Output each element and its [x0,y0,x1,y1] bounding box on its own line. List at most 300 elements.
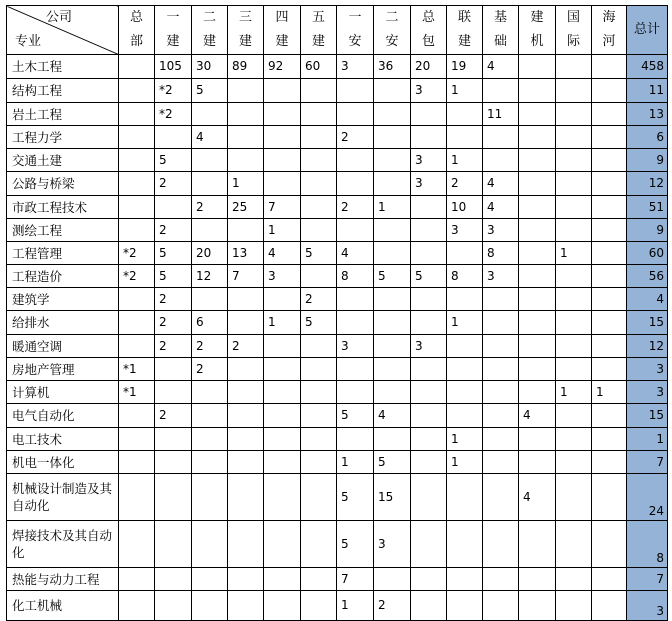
value-cell: 1 [264,311,301,335]
value-cell: 25 [228,196,264,219]
major-name-cell: 测绘工程 [7,219,119,242]
value-cell [411,428,447,451]
value-cell [447,591,483,621]
value-cell [447,381,483,404]
value-cell [374,79,411,103]
column-header [264,6,301,55]
column-header-char: 总 [421,10,435,25]
column-header-char: 河 [602,34,616,49]
value-cell: 4 [192,126,228,149]
value-cell: 1 [374,196,411,219]
column-header-char: 基 [493,10,507,25]
value-cell [556,219,592,242]
value-cell [592,404,627,428]
value-cell [447,335,483,358]
value-cell: 1 [337,451,374,474]
value-cell [519,55,556,79]
value-cell: 3 [337,55,374,79]
value-cell [337,149,374,172]
total-cell: 9 [627,219,668,242]
value-cell [301,521,337,568]
value-cell [483,521,519,568]
value-cell [411,404,447,428]
value-cell: 4 [519,474,556,521]
value-cell: 3 [483,265,519,288]
total-cell: 4 [627,288,668,311]
value-cell [374,381,411,404]
value-cell [411,358,447,381]
value-cell [519,335,556,358]
total-cell: 9 [627,149,668,172]
value-cell [374,219,411,242]
value-cell [592,149,627,172]
value-cell [519,428,556,451]
value-cell: 3 [337,335,374,358]
value-cell [483,451,519,474]
value-cell: 5 [374,451,411,474]
major-name-cell: 工程造价 [7,265,119,288]
value-cell [556,521,592,568]
value-cell: 3 [411,149,447,172]
value-cell [301,568,337,591]
column-header [592,6,627,55]
table-row [7,381,668,404]
value-cell [119,288,155,311]
value-cell [483,428,519,451]
total-cell: 11 [627,79,668,103]
value-cell [592,196,627,219]
value-cell [592,521,627,568]
value-cell [264,381,301,404]
value-cell [301,79,337,103]
value-cell [264,358,301,381]
value-cell [119,335,155,358]
value-cell [337,79,374,103]
value-cell [119,428,155,451]
table-row [7,428,668,451]
value-cell [301,451,337,474]
value-cell [228,474,264,521]
column-header-char: 建 [166,34,180,49]
value-cell [556,591,592,621]
value-cell [119,79,155,103]
column-header-char: 安 [385,34,399,49]
table-row [7,335,668,358]
table-row [7,288,668,311]
value-cell: 3 [411,335,447,358]
value-cell: 1 [447,79,483,103]
value-cell [556,55,592,79]
value-cell: 3 [483,219,519,242]
column-header-char: 三 [238,10,252,25]
total-cell: 3 [627,591,668,621]
header-row [7,6,668,55]
value-cell [155,591,192,621]
value-cell [556,358,592,381]
value-cell [192,521,228,568]
value-cell [556,404,592,428]
table-row [7,149,668,172]
value-cell [556,196,592,219]
value-cell [192,591,228,621]
value-cell [119,451,155,474]
value-cell [301,381,337,404]
value-cell [592,474,627,521]
total-cell: 6 [627,126,668,149]
value-cell: 19 [447,55,483,79]
value-cell [119,521,155,568]
value-cell: 20 [411,55,447,79]
major-name-cell: 暖通空调 [7,335,119,358]
value-cell: 5 [337,521,374,568]
column-header-char: 一 [348,10,362,25]
column-header-char: 建 [457,34,471,49]
value-cell [119,55,155,79]
value-cell: 92 [264,55,301,79]
value-cell: 2 [447,172,483,196]
column-header-char: 际 [566,34,580,49]
column-header-char: 建 [275,34,289,49]
value-cell [556,126,592,149]
value-cell: 4 [337,242,374,265]
value-cell [301,404,337,428]
value-cell: 7 [337,568,374,591]
value-cell [556,288,592,311]
table-row [7,311,668,335]
table-row [7,474,668,521]
value-cell: 6 [192,311,228,335]
value-cell [228,149,264,172]
value-cell [337,381,374,404]
value-cell [592,335,627,358]
value-cell [374,149,411,172]
value-cell [301,591,337,621]
table-row [7,79,668,103]
allocation-table [6,5,668,621]
value-cell [119,474,155,521]
value-cell: 8 [483,242,519,265]
value-cell [374,568,411,591]
value-cell: 3 [264,265,301,288]
column-header-char: 二 [202,10,216,25]
column-header-char: 四 [275,10,289,25]
value-cell: *1 [119,358,155,381]
value-cell [301,196,337,219]
value-cell: 1 [447,451,483,474]
value-cell [228,311,264,335]
total-cell: 13 [627,103,668,126]
value-cell: 2 [228,335,264,358]
column-header-char: 总 [129,10,143,25]
value-cell [228,103,264,126]
value-cell: 15 [374,474,411,521]
table-row [7,55,668,79]
value-cell [192,103,228,126]
total-cell: 56 [627,265,668,288]
value-cell [411,242,447,265]
value-cell [192,381,228,404]
value-cell [483,311,519,335]
value-cell: 2 [155,219,192,242]
column-header-char: 包 [421,34,435,49]
value-cell [264,451,301,474]
value-cell [592,172,627,196]
value-cell [264,126,301,149]
value-cell [556,568,592,591]
value-cell [374,358,411,381]
value-cell: 2 [192,335,228,358]
table-body [7,55,668,621]
value-cell: 5 [337,474,374,521]
value-cell [264,404,301,428]
value-cell [447,242,483,265]
value-cell [447,126,483,149]
value-cell [556,311,592,335]
column-header-char: 建 [202,34,216,49]
value-cell: 3 [411,172,447,196]
value-cell [264,428,301,451]
major-name-cell: 焊接技术及其自动化 [7,521,119,568]
total-cell: 60 [627,242,668,265]
value-cell [519,149,556,172]
value-cell [519,451,556,474]
value-cell [264,335,301,358]
value-cell [411,474,447,521]
value-cell [483,474,519,521]
major-name-cell: 岩土工程 [7,103,119,126]
value-cell: *2 [119,242,155,265]
value-cell [264,149,301,172]
value-cell [519,242,556,265]
value-cell [264,79,301,103]
value-cell [192,474,228,521]
value-cell [483,79,519,103]
value-cell: 2 [374,591,411,621]
value-cell [519,381,556,404]
total-cell: 12 [627,335,668,358]
value-cell [337,428,374,451]
major-name-cell: 计算机 [7,381,119,404]
corner-company-label: 公司 [45,10,72,25]
value-cell: 2 [155,335,192,358]
value-cell [264,172,301,196]
value-cell: 4 [519,404,556,428]
value-cell [228,591,264,621]
value-cell [192,404,228,428]
value-cell [374,335,411,358]
column-header-char: 机 [530,34,544,49]
value-cell [192,451,228,474]
value-cell [592,126,627,149]
value-cell [301,149,337,172]
column-header-char: 国 [566,10,580,25]
value-cell: 7 [264,196,301,219]
value-cell [519,311,556,335]
value-cell [592,568,627,591]
value-cell: 1 [264,219,301,242]
value-cell [483,591,519,621]
value-cell: 7 [228,265,264,288]
value-cell [556,428,592,451]
value-cell [155,451,192,474]
value-cell: 5 [155,242,192,265]
value-cell: 1 [556,242,592,265]
column-header [374,6,411,55]
value-cell [556,149,592,172]
value-cell: *1 [119,381,155,404]
value-cell: 3 [374,521,411,568]
value-cell: 2 [155,288,192,311]
value-cell: 1 [556,381,592,404]
value-cell: 5 [374,265,411,288]
table-row [7,404,668,428]
table-row [7,103,668,126]
major-name-cell: 热能与动力工程 [7,568,119,591]
value-cell: *2 [155,103,192,126]
value-cell [301,474,337,521]
value-cell [411,591,447,621]
major-name-cell: 电气自动化 [7,404,119,428]
column-header-char: 一 [166,10,180,25]
total-cell: 1 [627,428,668,451]
value-cell [483,288,519,311]
value-cell [411,288,447,311]
value-cell [447,474,483,521]
value-cell [556,265,592,288]
value-cell [519,103,556,126]
value-cell: 5 [411,265,447,288]
value-cell: 4 [264,242,301,265]
value-cell [483,335,519,358]
value-cell [337,219,374,242]
value-cell [411,568,447,591]
value-cell: 5 [192,79,228,103]
value-cell [337,288,374,311]
total-cell: 3 [627,381,668,404]
value-cell [155,428,192,451]
value-cell [228,381,264,404]
value-cell: 4 [483,196,519,219]
value-cell [556,451,592,474]
major-name-cell: 机电一体化 [7,451,119,474]
column-header [301,6,337,55]
value-cell: 3 [447,219,483,242]
total-cell: 7 [627,451,668,474]
value-cell [228,428,264,451]
table-row [7,172,668,196]
value-cell [155,358,192,381]
value-cell: 8 [447,265,483,288]
value-cell: 2 [337,126,374,149]
value-cell [301,335,337,358]
value-cell [119,404,155,428]
total-cell: 24 [627,474,668,521]
value-cell: 1 [447,149,483,172]
column-header-char: 五 [311,10,325,25]
total-cell: 458 [627,55,668,79]
column-header-char: 二 [385,10,399,25]
table-row [7,358,668,381]
value-cell [337,311,374,335]
value-cell [592,242,627,265]
value-cell: 1 [447,428,483,451]
column-header [519,6,556,55]
major-name-cell: 公路与桥梁 [7,172,119,196]
value-cell: 4 [483,172,519,196]
major-name-cell: 交通土建 [7,149,119,172]
value-cell: 12 [192,265,228,288]
major-name-cell: 电工技术 [7,428,119,451]
major-name-cell: 建筑学 [7,288,119,311]
value-cell [337,103,374,126]
major-name-cell: 结构工程 [7,79,119,103]
table-row [7,568,668,591]
value-cell [519,196,556,219]
value-cell [447,103,483,126]
value-cell: 8 [337,265,374,288]
value-cell [228,404,264,428]
total-cell: 8 [627,521,668,568]
value-cell [519,358,556,381]
column-header-char: 建 [311,34,325,49]
value-cell [301,219,337,242]
value-cell [411,451,447,474]
value-cell [264,568,301,591]
value-cell [374,242,411,265]
total-cell: 51 [627,196,668,219]
column-header [447,6,483,55]
value-cell [264,591,301,621]
column-header-char: 安 [348,34,362,49]
value-cell: 2 [192,196,228,219]
value-cell [119,311,155,335]
value-cell: 2 [301,288,337,311]
value-cell: *2 [155,79,192,103]
value-cell [301,265,337,288]
value-cell: 20 [192,242,228,265]
value-cell [119,172,155,196]
value-cell [592,219,627,242]
value-cell [556,79,592,103]
value-cell: 1 [592,381,627,404]
value-cell [228,358,264,381]
value-cell [228,79,264,103]
value-cell: 5 [155,149,192,172]
value-cell [519,79,556,103]
value-cell [301,172,337,196]
total-cell: 7 [627,568,668,591]
value-cell [228,126,264,149]
value-cell: *2 [119,265,155,288]
value-cell [374,288,411,311]
value-cell [301,428,337,451]
value-cell [411,219,447,242]
value-cell [192,149,228,172]
value-cell [592,428,627,451]
value-cell [592,311,627,335]
table-row [7,591,668,621]
table-row [7,126,668,149]
column-header [337,6,374,55]
total-column-header: 总计 [627,6,668,55]
value-cell: 2 [337,196,374,219]
value-cell [519,219,556,242]
value-cell [155,126,192,149]
value-cell [337,358,374,381]
value-cell [155,196,192,219]
table-row [7,196,668,219]
column-header-char: 建 [238,34,252,49]
